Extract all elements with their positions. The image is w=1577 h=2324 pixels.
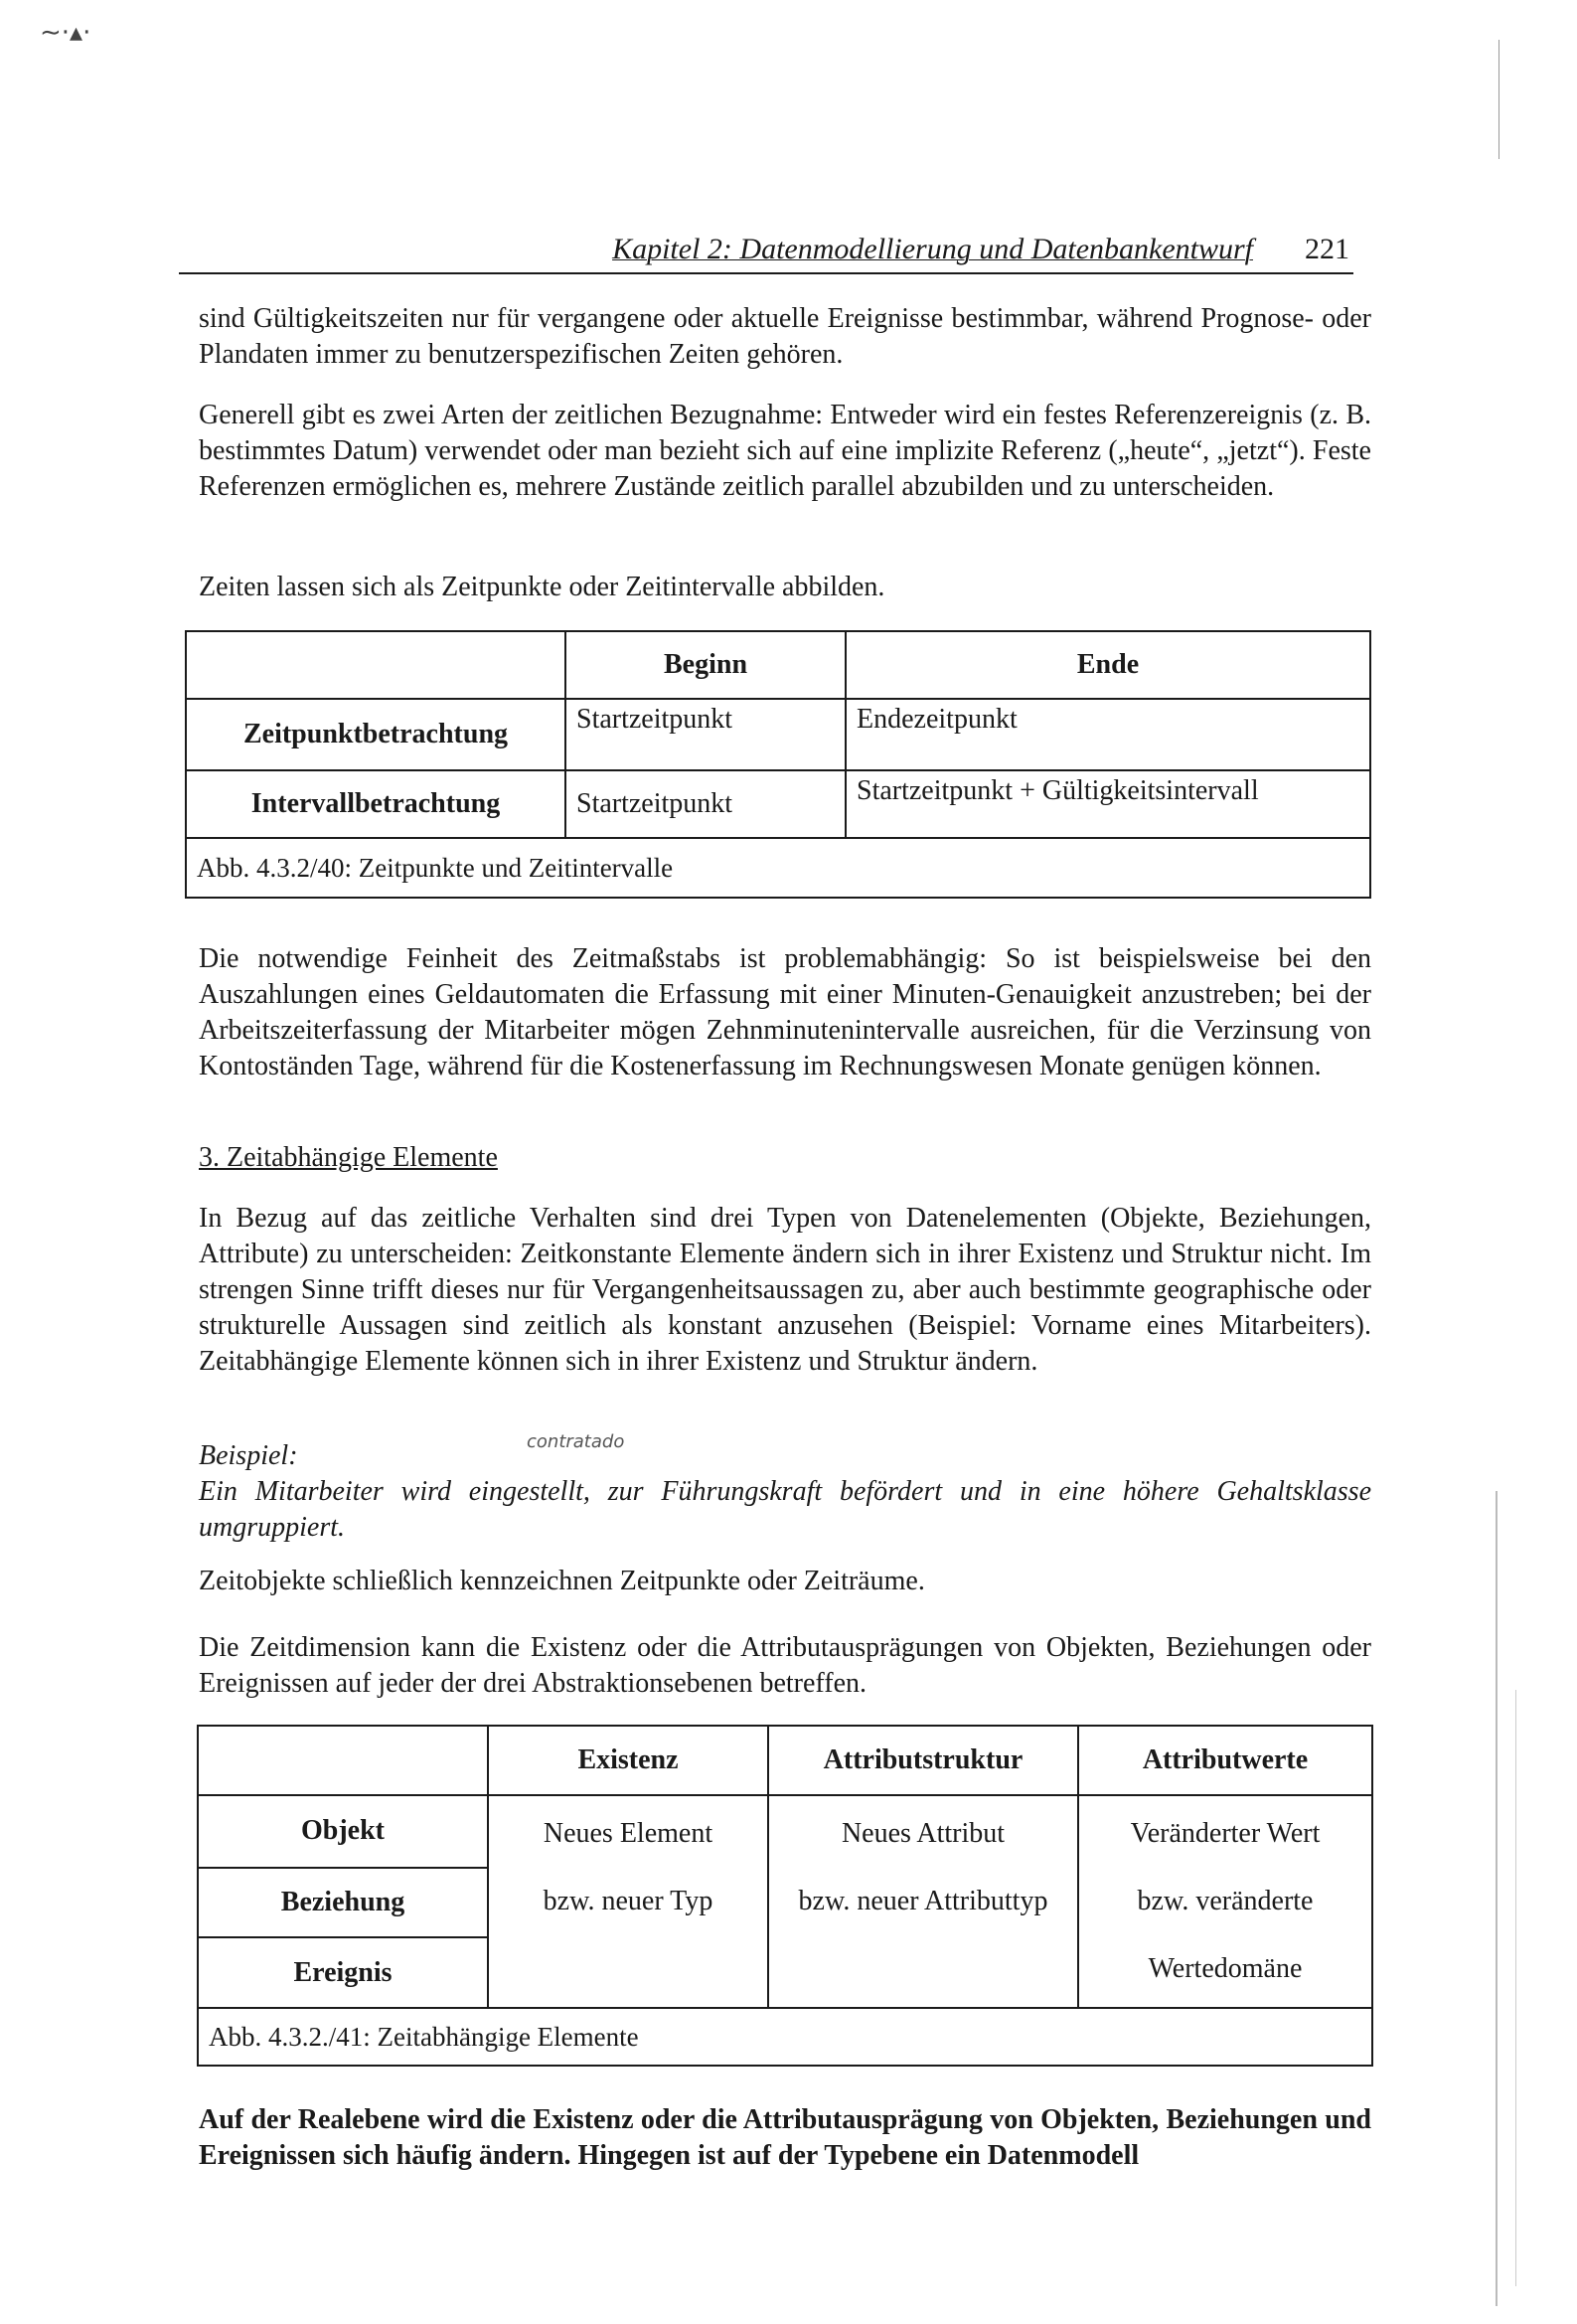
margin-scan-line (1515, 1690, 1516, 2286)
paragraph-text: Generell gibt es zwei Arten der zeitlichen Bezugnahme: Entweder wird ein festes Referenzereignis (z. B. bestimmtes Datum) verwendet oder man bezieht sich auf eine implizite Referenz („heute“, „jetzt“). Feste Referenzen ermöglichen es, mehrere Zustände zeitlich parallel abzubilden und zu unterscheiden. (199, 400, 1371, 502)
cell-line: bzw. neuer Typ (543, 1886, 713, 1916)
row-label-beziehung: Beziehung (198, 1868, 488, 1938)
handwritten-note: contratado (527, 1431, 625, 1452)
paragraph-1 (199, 301, 1371, 373)
paragraph-5 (199, 1201, 1371, 1380)
table-header-beginn: Beginn (565, 631, 846, 699)
paragraph-text: sind Gültigkeitszeiten nur für vergangene oder aktuelle Ereignisse bestimmbar, während Prognose- oder Plandaten immer zu benutzerspezifischen Zeiten gehören. (199, 303, 1371, 370)
paragraph-text: In Bezug auf das zeitliche Verhalten sind drei Typen von Datenelementen (Objekte, Beziehungen, Attribute) zu unterscheiden: Zeitkonstante Elemente ändern sich in ihrer Existenz und Struktur nicht. Im strengen Sinne trifft dieses nur für Vergangenheitsaussagen zu, aber auch bestimmte geographische oder strukturelle Aussagen sind zeitlich als konstant anzusehen (Beispiel: Vorname eines Mitarbeiters). Zeitabhängige Elemente können sich in ihrer Existenz und Struktur ändern. (199, 1203, 1371, 1377)
table-header-attributstruktur: Attributstruktur (768, 1726, 1078, 1795)
table-row (186, 770, 1370, 838)
table-zeitpunkte (185, 630, 1371, 899)
paragraph-text: Zeitobjekte schließlich kennzeichnen Zeitpunkte oder Zeiträume. (199, 1566, 925, 1596)
page-number: 221 (1305, 233, 1349, 265)
cell-existenz (488, 1795, 768, 2008)
table-row (186, 699, 1370, 770)
table-caption: Abb. 4.3.2./41: Zeitabhängige Elemente (198, 2008, 1372, 2066)
paragraph-7 (199, 1630, 1371, 1702)
paragraph-text: Die Zeitdimension kann die Existenz oder die Attributausprägungen von Objekten, Beziehungen oder Ereignissen auf jeder der drei Abstraktionsebenen betreffen. (199, 1632, 1371, 1699)
margin-scan-line (1496, 1491, 1498, 2306)
cell-line: Neues Element (543, 1818, 713, 1849)
table-cell-empty (198, 1726, 488, 1795)
paragraph-4 (199, 941, 1371, 1084)
section-heading (199, 1140, 1371, 1176)
example-text: Ein Mitarbeiter wird eingestellt, zur Führungskraft befördert und in eine höhere Gehaltsklasse umgruppiert. (199, 1476, 1371, 1543)
table-row (198, 1795, 1372, 1868)
paragraph-2 (199, 398, 1371, 505)
cell-ende: Endezeitpunkt (846, 699, 1370, 770)
margin-scan-line (1498, 40, 1499, 159)
row-label-intervall: Intervallbetrachtung (186, 770, 565, 838)
table-caption: Abb. 4.3.2/40: Zeitpunkte und Zeitintervalle (186, 838, 1370, 898)
table-caption-row (198, 2008, 1372, 2066)
example-label: Beispiel: (199, 1440, 298, 1471)
header-title: Kapitel 2: Datenmodellierung und Datenbankentwurf (612, 233, 1253, 265)
cell-attributstruktur (768, 1795, 1078, 2008)
cell-line: bzw. neuer Attributtyp (798, 1886, 1048, 1916)
paragraph-text: Die notwendige Feinheit des Zeitmaßstabs ist problemabhängig: So ist beispielsweise bei den Auszahlungen eines Geldautomaten die Erfassung mit einer Minuten-Genauigkeit anzustreben; bei der Arbeitszeiterfassung der Mitarbeiter mögen Zehnminutenintervalle ausreichen, für die Verzinsung von Kontoständen Tage, während für die Kostenerfassung im Rechnungswesen Monate genügen können. (199, 943, 1371, 1081)
cell-ende: Startzeitpunkt + Gültigkeitsintervall (846, 770, 1370, 838)
table-header-attributwerte: Attributwerte (1078, 1726, 1372, 1795)
running-header (179, 217, 1353, 274)
scan-mark: ∼⋅▴⋅ (40, 18, 91, 48)
table-header-ende: Ende (846, 631, 1370, 699)
cell-beginn: Startzeitpunkt (565, 699, 846, 770)
table-header-row (186, 631, 1370, 699)
table-cell-empty (186, 631, 565, 699)
paragraph-6 (199, 1564, 1371, 1599)
table-zeitabhaengige-elemente (197, 1725, 1373, 2067)
row-label-objekt: Objekt (198, 1795, 488, 1868)
row-label-zeitpunkt: Zeitpunktbetrachtung (186, 699, 565, 770)
cell-beginn: Startzeitpunkt (565, 770, 846, 838)
cell-line: bzw. veränderte (1137, 1886, 1314, 1916)
paragraph-3 (199, 570, 1371, 605)
cell-attributwerte (1078, 1795, 1372, 2008)
table-header-existenz: Existenz (488, 1726, 768, 1795)
table-caption-row (186, 838, 1370, 898)
paragraph-text: Zeiten lassen sich als Zeitpunkte oder Zeitintervalle abbilden. (199, 572, 885, 602)
cell-line: Neues Attribut (841, 1818, 1006, 1849)
example-block (199, 1438, 1371, 1546)
table-header-row (198, 1726, 1372, 1795)
paragraph-text: Auf der Realebene wird die Existenz oder die Attributausprägung von Objekten, Beziehungen und Ereignissen sich häufig ändern. Hingegen ist auf der Typebene ein Datenmodell (199, 2104, 1371, 2171)
cell-line: Veränderter Wert (1130, 1818, 1321, 1849)
cell-line: Wertedomäne (1148, 1953, 1303, 1984)
paragraph-8 (199, 2102, 1371, 2174)
heading-text: 3. Zeitabhängige Elemente (199, 1142, 498, 1173)
row-label-ereignis: Ereignis (198, 1937, 488, 2008)
